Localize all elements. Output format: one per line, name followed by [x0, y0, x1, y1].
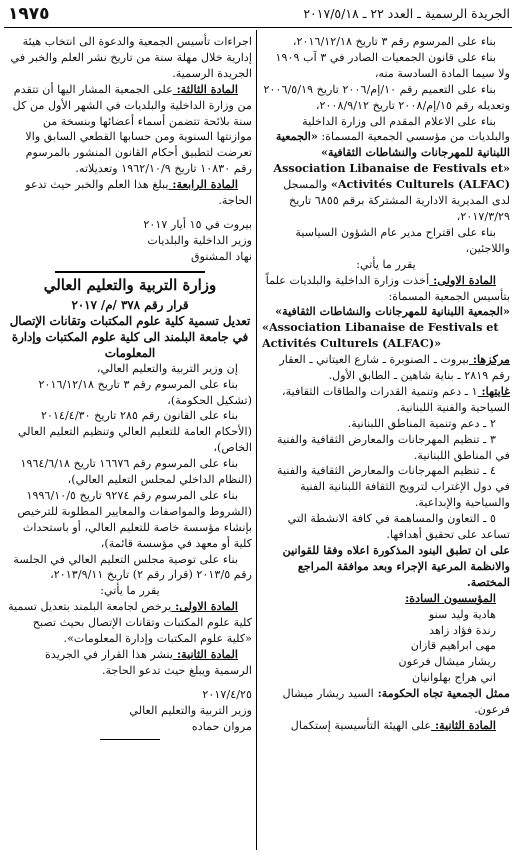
recital-3: بناء على المرسوم رقم ١٦٦٧٦ تاريخ ١٩٦٤/٦/١٨ (النظام الداخلي لمجلس التعليم العالي)، [20, 457, 252, 487]
article-2-text: على الهيئة التأسيسية إستكمال [290, 718, 432, 732]
decision-article-1 [8, 599, 252, 647]
notification-text-a: بناء على الاعلام المقدم الى وزارة الداخلية والبلديات من مؤسسي الجمعية المسماة: [302, 114, 510, 144]
article-2-continued: اجراءات تأسيس الجمعية والدعوة الى انتخاب هيئة إدارية خلال مهلة سنة من تاريخ نشر العلم والخبر في الجريدة الرسمية. [10, 35, 252, 80]
signature-date: بيروت في ١٥ أيار ٢٠١٧ [143, 217, 252, 231]
notification-text-c: والمسجل لدى المديرية الادارية المشتركة برقم ٦٨٥٥ تاريخ ٢٠١٧/٣/٢٩، [283, 178, 510, 223]
decision-number: قرار رقم ٣٧٨ /م/ ٢٠١٧ [71, 297, 189, 312]
goal-5: ٥ ـ التعاون والمساهمة في كافة الانشطة التي تساعد على تحقيق أهدافها. [287, 512, 510, 542]
headquarters [262, 352, 510, 384]
signature-title: وزير الداخلية والبلديات [147, 233, 252, 247]
preamble-notification [262, 114, 510, 225]
recital-2: بناء على القانون رقم ٢٨٥ تاريخ ٢٠١٤/٤/٣٠ (الأحكام العامة للتعليم العالي وتنظيم التعليم العالي الخاص)، [17, 409, 252, 455]
decision-article-2-label: المادة الثانية: [173, 647, 238, 661]
article-4-text: يبلغ هذا العلم والخبر حيث تدعو الحاجة. [25, 178, 252, 208]
goal-1-text: ١ ـ دعم وتنمية القدرات والطاقات الثقافية، السياحية والفنية اللبنانية. [282, 384, 510, 414]
article-1 [262, 273, 510, 305]
signature-name: نهاد المشنوق [190, 249, 252, 263]
founder-name: اني هراج بهلوانيان [411, 671, 496, 685]
page-header [0, 0, 516, 26]
recital-5: بناء على توصية مجلس التعليم العالي في الجلسة رقم ٢٠١٣/٥ (قرار رقم ٢) تاريخ ٢٠١٣/٩/١١، [13, 552, 252, 582]
left-column [8, 34, 252, 740]
decision-title: تعديل تسمية كلية علوم المكتبات وتقانات الإتصال في جامعة البلمند الى كلية علوم المكتبات وإدارة المعلومات [9, 313, 251, 360]
headquarters-text: بيروت ـ الصنوبرة ـ شارع العيتاني ـ العقار رقم ٢٨١٩ ـ بناية شاهين ـ الطابق الأول. [279, 353, 510, 383]
founder-name: رندة فؤاد زاهد [429, 623, 496, 637]
recital-1: بناء على المرسوم رقم ٣ تاريخ ٢٠١٦/١٢/١٨ (تشكيل الحكومة)، [38, 377, 252, 407]
goals-label: غايتها: [477, 383, 510, 398]
article-1-text: أخذت وزارة الداخلية والبلديات علماً بتأسيس الجمعية المسماة: [265, 273, 510, 303]
association-name-ar: «الجمعية اللبنانية للمهرجانات والنشاطات الثقافية» [275, 304, 510, 319]
article-4-label: المادة الرابعة: [168, 177, 238, 192]
signature-date: ٢٠١٧/٤/٢٥ [202, 687, 252, 701]
founder-name: مهى ابراهيم قازان [410, 639, 496, 653]
gazette-title: الجريدة الرسمية ـ العدد ٢٢ ـ ٢٠١٧/٥/١٨ [303, 6, 510, 21]
preamble-decree: بناء على المرسوم رقم ٣ تاريخ ٢٠١٦/١٢/١٨، [292, 35, 496, 48]
goal-3: ٣ ـ تنظيم المهرجانات والمعارض الثقافية والفنية في المناطق اللبنانية. [277, 432, 510, 462]
founder-name: ريشار ميشال فرعون [398, 655, 496, 669]
header-rule [4, 27, 512, 28]
goal-4: ٤ ـ تنظيم المهرجانات والمعارض الثقافية والفنية في دول الإغتراب لترويج الثقافة اللبنانية الفنية والسياحية والإبداعية. [277, 464, 510, 510]
section-rule [100, 739, 160, 740]
decision-article-2 [8, 647, 252, 679]
conditions-clause: على ان تطبق البنود المذكورة اعلاه وفقا للقوانين والانظمة المرعية الإجراء وبعد موافقة المراجع المختصة. [282, 543, 510, 589]
goal-2: ٢ ـ دعم وتنمية المناطق اللبنانية. [347, 416, 496, 430]
signature-name: مروان حماده [191, 719, 252, 733]
recital-4: بناء على المرسوم رقم ٩٢٧٤ تاريخ ١٩٩٦/١٠/٥ (الشروط والمواصفات والمعايير المطلوبة للترخيص بإنشاء مؤسسة خاصة للتعليم العالي، أو باستحداث كلية أو معهد في مؤسسة قائمة)، [17, 488, 252, 550]
decision-article-1-text: يرخص لجامعة البلمند بتعديل تسمية كلية علوم المكتبات وتقانات الإتصال بحيث تصبح «كلية علوم المكتبات وإدارة المعلومات». [8, 600, 252, 646]
article-3-label: المادة الثالثة: [172, 81, 238, 96]
page-number: ١٩٧٥ [8, 4, 50, 24]
column-divider [256, 30, 257, 850]
headquarters-label: مركزها: [469, 352, 510, 367]
signature-title: وزير التربية والتعليم العالي [129, 703, 252, 717]
article-3-text: على الجمعية المشار اليها أن تتقدم من وزارة الداخلية والبلديات في الشهر الأول من كل سنة بلائحة تتضمن أسماء أعضائها وبنسخة من موازنتها السنوية ومن حسابها القطعي السابق والا تعرضت لتطبيق أحكام القانون المنشور بالمرسوم رقم ١٠٨٣٠ تاريخ ١٩٦٢/١٠/٩ وتعديلاته. [12, 82, 252, 176]
representative-name: السيد ريشار ميشال فرعون. [282, 687, 510, 717]
decision-article-1-label: المادة الاولى: [171, 599, 238, 614]
article-4 [8, 177, 252, 209]
article-2 [262, 718, 510, 734]
goal-1 [262, 384, 510, 416]
article-3 [8, 82, 252, 177]
decision-intro: إن وزير التربية والتعليم العالي، [96, 361, 238, 375]
preamble-circular: بناء على التعميم رقم ١٠/إم/٢٠٠٦ تاريخ ٢٠٠٦/٥/١٩ وتعديله رقم ١٥/إم/٢٠٠٨ تاريخ ٢٠٠٨/٩/١٢، [263, 82, 510, 112]
representative-label: ممثل الجمعية تجاه الحكومة: [373, 686, 510, 701]
founder-name: هادية وليد سنو [428, 607, 496, 621]
decides-heading: يقرر ما يأتي: [100, 584, 160, 598]
association-name-fr: «Association Libanaise de Festivals et Activités Culturels (ALFAC)» [262, 320, 499, 351]
article-1-label: المادة الاولى: [429, 272, 496, 287]
government-representative [262, 686, 510, 718]
founders-label: المؤسسون السادة: [405, 590, 496, 605]
ministry-heading: وزارة التربية والتعليم العالي [43, 275, 217, 294]
right-column [262, 34, 510, 734]
section-rule [55, 271, 205, 273]
preamble-assoc-law: بناء على قانون الجمعيات الصادر في ٣ آب ١٩٠٩ ولا سيما المادة السادسة منه، [275, 50, 510, 80]
article-2-label: المادة الثانية: [431, 717, 496, 732]
decides-heading: يقرر ما يأتي: [356, 257, 416, 271]
preamble-proposal: بناء على اقتراح مدير عام الشؤون السياسية واللاجئين، [295, 225, 510, 255]
decision-article-2-text: ينشر هذا القرار في الجريدة الرسمية ويبلغ حيث تدعو الحاجة. [45, 648, 252, 677]
association-name-inline: «الجمعية اللبنانية للمهرجانات والنشاطات الثقافية» «Association Libanaise de Festivals et Activités Culturels (ALFAC)» [273, 129, 510, 192]
